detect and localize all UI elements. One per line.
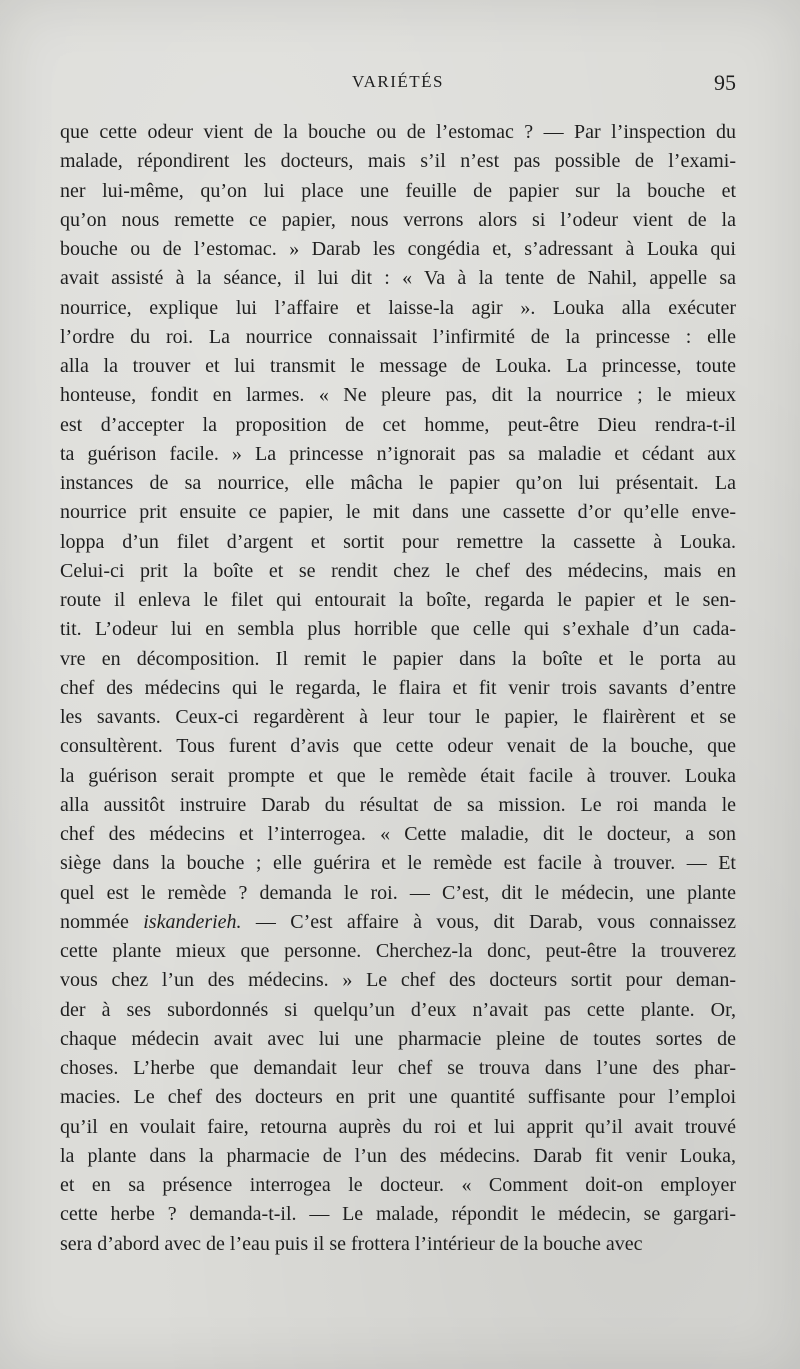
text-line: la plante dans la pharmacie de l’un des médecins. Darab fit venir Louka, [60,1144,736,1167]
text-line: chef des médecins qui le regarda, le flaira et fit venir trois savants d’entre [60,676,736,699]
text-line: sera d’abord avec de l’eau puis il se frottera l’intérieur de la bouche avec [60,1232,643,1255]
text-line: Celui-ci prit la boîte et se rendit chez le chef des médecins, mais en [60,559,736,582]
text-line-with-italic [60,908,736,937]
text-line: siège dans la bouche ; elle guérira et le remède est facile à trouver. — Et [60,852,736,875]
text-line: et en sa présence interrogea le docteur. « Comment doit-on employer [60,1174,736,1196]
text-line: ta guérison facile. » La princesse n’ignorait pas sa maladie et cédant aux [60,442,736,465]
text-line: consultèrent. Tous furent d’avis que cette odeur venait de la bouche, que [60,735,736,758]
text-line: cette plante mieux que personne. Cherchez-la donc, peut-être la trouverez [60,940,736,962]
text-line: der à ses subordonnés si quelqu’un d’eux n’avait pas cette plante. Or, [60,998,736,1021]
page-header [60,72,736,104]
running-title: VARIÉTÉS [352,72,444,91]
text-line: route il enleva le filet qui entourait la boîte, regarda le papier et le sen- [60,589,736,611]
text-line: bouche ou de l’estomac. » Darab les congédia et, s’adressant à Louka qui [60,238,736,260]
text-line: l’ordre du roi. La nourrice connaissait l’infirmité de la princesse : elle [60,325,736,348]
text-line: malade, répondirent les docteurs, mais s’il n’est pas possible de l’exami- [60,150,736,173]
text-line-end: — C’est affaire à vous, dit Darab, vous connaissez [241,910,736,933]
text-line: loppa d’un filet d’argent et sortit pour remettre la cassette à Louka. [60,530,736,553]
text-line: nourrice, explique lui l’affaire et laisse-la agir ». Louka alla exécuter [60,296,736,319]
text-line-start: nommée [60,910,144,933]
text-line: macies. Le chef des docteurs en prit une quantité suffisante pour l’emploi [60,1086,736,1109]
text-line: chaque médecin avait avec lui une pharmacie pleine de toutes sortes de [60,1027,736,1050]
text-line: est d’accepter la proposition de cet homme, peut-être Dieu rendra-t-il [60,413,736,436]
text-line: instances de sa nourrice, elle mâcha le papier qu’on lui présentait. La [60,472,736,494]
text-line: les savants. Ceux-ci regardèrent à leur tour le papier, le flairèrent et se [60,706,736,728]
text-line: cette herbe ? demanda-t-il. — Le malade, répondit le médecin, se gargari- [60,1203,736,1226]
text-line: chef des médecins et l’interrogea. « Cette maladie, dit le docteur, a son [60,823,736,845]
text-line: qu’il en voulait faire, retourna auprès du roi et lui apprit qu’il avait trouvé [60,1115,736,1138]
text-line: honteuse, fondit en larmes. « Ne pleure pas, dit la nourrice ; le mieux [60,384,736,407]
text-line: ner lui-même, qu’on lui place une feuille de papier sur la bouche et [60,179,736,202]
plant-name-italic: iskanderieh. [143,910,242,933]
text-line: la guérison serait prompte et que le remède était facile à trouver. Louka [60,764,736,787]
text-line: que cette odeur vient de la bouche ou de l’estomac ? — Par l’inspection du [60,121,736,143]
text-line: nourrice prit ensuite ce papier, le mit dans une cassette d’or qu’elle enve- [60,501,736,524]
text-line: alla la trouver et lui transmit le message de Louka. La princesse, toute [60,355,736,377]
text-line: avait assisté à la séance, il lui dit : « Va à la tente de Nahil, appelle sa [60,267,736,290]
text-line: choses. L’herbe que demandait leur chef se trouva dans l’une des phar- [60,1057,736,1079]
page-number: 95 [714,70,736,95]
text-line: vre en décomposition. Il remit le papier dans la boîte et le porta au [60,647,736,670]
text-line: vous chez l’un des médecins. » Le chef des docteurs sortit pour deman- [60,969,736,992]
body-text [60,118,736,1259]
text-line: qu’on nous remette ce papier, nous verrons alors si l’odeur vient de la [60,208,736,231]
text-line: quel est le remède ? demanda le roi. — C’est, dit le médecin, une plante [60,881,736,904]
text-line: tit. L’odeur lui en sembla plus horrible que celle qui s’exhale d’un cada- [60,618,736,641]
text-line: alla aussitôt instruire Darab du résultat de sa mission. Le roi manda le [60,793,736,816]
